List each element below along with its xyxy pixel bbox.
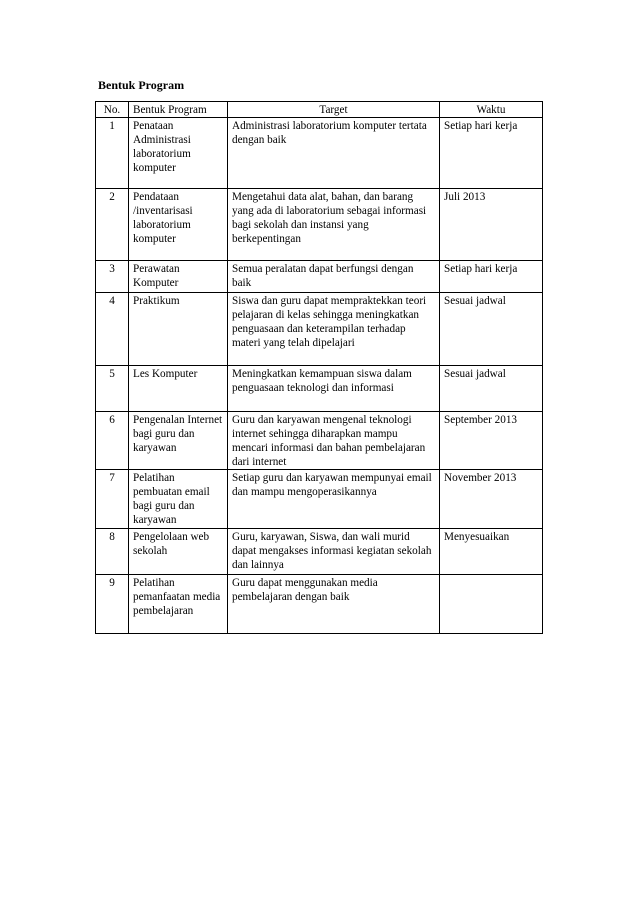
cell-bentuk-program: Les Komputer [129,366,228,412]
cell-bentuk-program: Pendataan /inventarisasi laboratorium komputer [129,189,228,261]
cell-target: Siswa dan guru dapat mempraktekkan teori pelajaran di kelas sehingga meningkatkan penguasaan dan keterampilan terhadap materi yang telah dipelajari [228,293,440,366]
cell-bentuk-program: Penataan Administrasi laboratorium komputer [129,118,228,189]
cell-target: Administrasi laboratorium komputer tertata dengan baik [228,118,440,189]
cell-target: Guru dapat menggunakan media pembelajaran dengan baik [228,575,440,634]
cell-no: 8 [96,529,129,575]
table-row [96,293,543,366]
cell-no: 9 [96,575,129,634]
cell-waktu: Sesuai jadwal [440,293,543,366]
table-row [96,470,543,529]
cell-no: 1 [96,118,129,189]
cell-no: 3 [96,261,129,293]
table-row [96,575,543,634]
table-row [96,118,543,189]
cell-bentuk-program: Perawatan Komputer [129,261,228,293]
cell-waktu: September 2013 [440,412,543,470]
header-waktu: Waktu [440,102,543,118]
table-row [96,412,543,470]
cell-bentuk-program: Praktikum [129,293,228,366]
cell-waktu: Setiap hari kerja [440,261,543,293]
cell-target: Guru, karyawan, Siswa, dan wali murid dapat mengakses informasi kegiatan sekolah dan lainnya [228,529,440,575]
cell-no: 4 [96,293,129,366]
header-bentuk-program: Bentuk Program [129,102,228,118]
cell-waktu: Juli 2013 [440,189,543,261]
table-header-row [96,102,543,118]
header-no: No. [96,102,129,118]
cell-target: Mengetahui data alat, bahan, dan barang yang ada di laboratorium sebagai informasi bagi sekolah dan instansi yang berkepentingan [228,189,440,261]
cell-bentuk-program: Pelatihan pemanfaatan media pembelajaran [129,575,228,634]
cell-bentuk-program: Pelatihan pembuatan email bagi guru dan karyawan [129,470,228,529]
cell-no: 5 [96,366,129,412]
section-heading: Bentuk Program [98,78,185,92]
table-row [96,529,543,575]
cell-waktu: Sesuai jadwal [440,366,543,412]
cell-waktu: November 2013 [440,470,543,529]
cell-waktu: Menyesuaikan [440,529,543,575]
table-row [96,189,543,261]
cell-waktu [440,575,543,634]
cell-bentuk-program: Pengenalan Internet bagi guru dan karyawan [129,412,228,470]
program-table [95,101,543,634]
cell-no: 2 [96,189,129,261]
cell-bentuk-program: Pengelolaan web sekolah [129,529,228,575]
cell-target: Guru dan karyawan mengenal teknologi internet sehingga diharapkan mampu mencari informasi dan bahan pembelajaran dari internet [228,412,440,470]
cell-waktu: Setiap hari kerja [440,118,543,189]
cell-no: 6 [96,412,129,470]
cell-target: Semua peralatan dapat berfungsi dengan baik [228,261,440,293]
table-row [96,366,543,412]
cell-no: 7 [96,470,129,529]
cell-target: Setiap guru dan karyawan mempunyai email dan mampu mengoperasikannya [228,470,440,529]
header-target: Target [228,102,440,118]
table-row [96,261,543,293]
cell-target: Meningkatkan kemampuan siswa dalam penguasaan teknologi dan informasi [228,366,440,412]
